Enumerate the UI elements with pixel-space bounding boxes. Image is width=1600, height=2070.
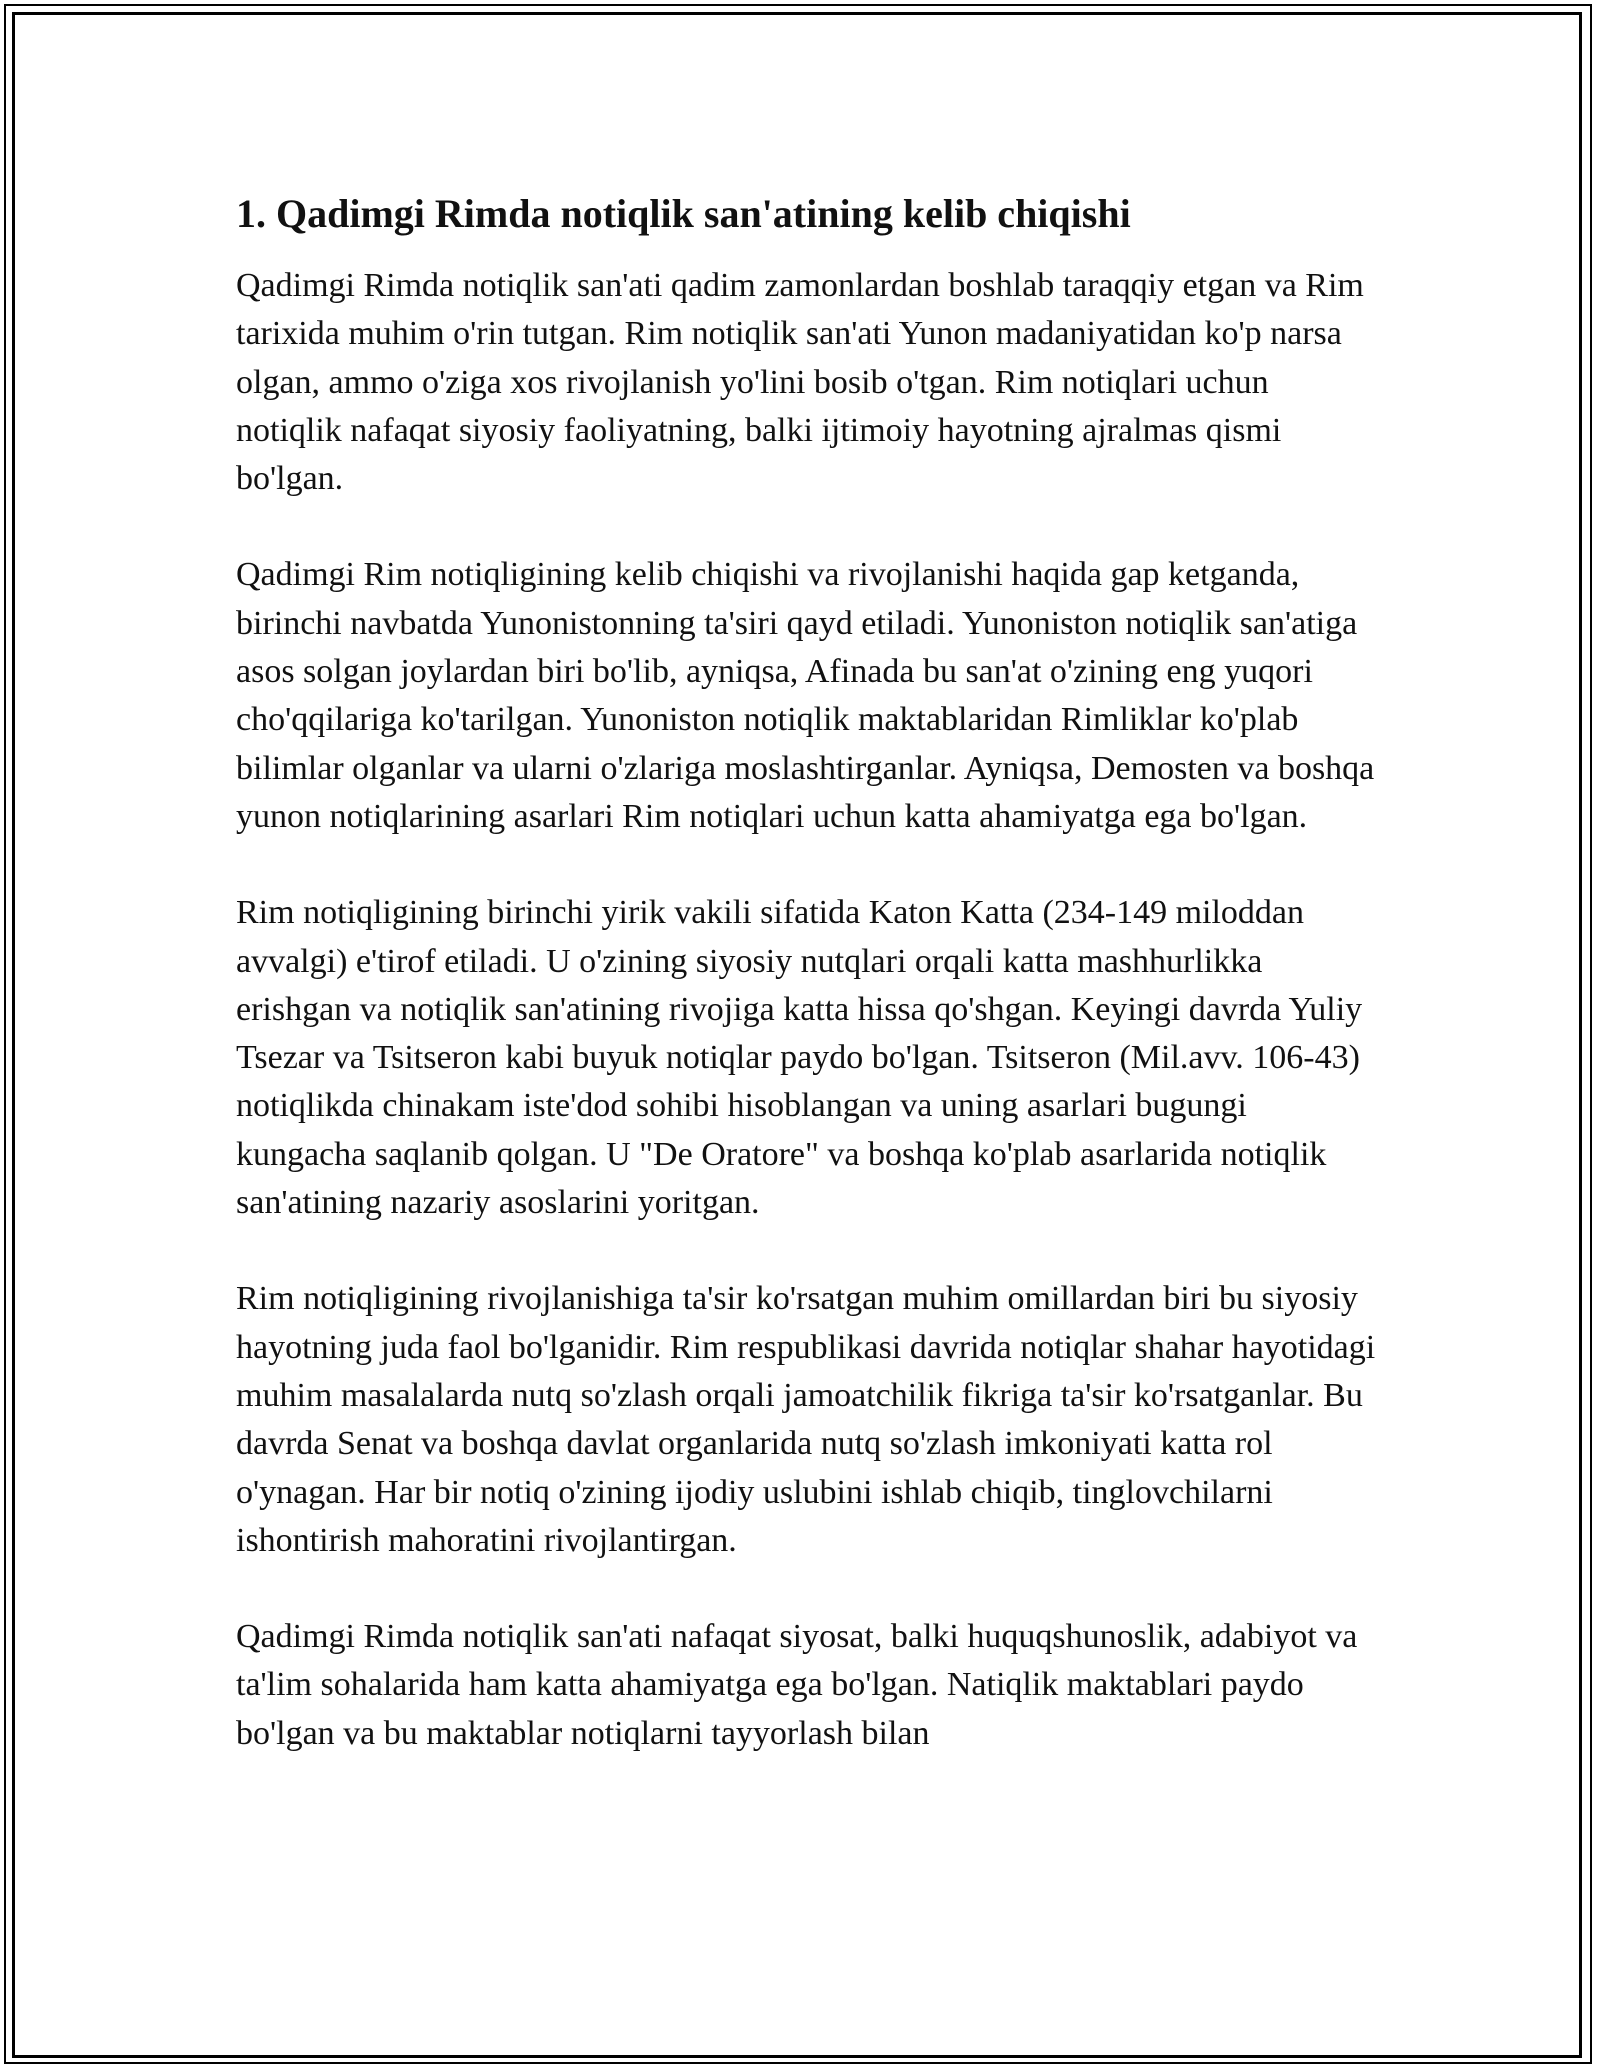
paragraph-3: Rim notiqligining birinchi yirik vakili sifatida Katon Katta (234-149 miloddan avvalgi) e'tirof etiladi. U o'zining siyosiy nutqlari orqali katta mashhurlikka erishgan va notiqlik san'atining rivojiga katta hissa qo'shgan. Keyingi davrda Yuliy Tsezar va Tsitseron kabi buyuk notiqlar paydo bo'lgan. Tsitseron (Mil.avv. 106-43) notiqlikda chinakam iste'dod sohibi hisoblangan va uning asarlari bugungi kungacha saqlanib qolgan. U "De Oratore" va boshqa ko'plab asarlarida notiqlik san'atining nazariy asoslarini yoritgan. — [236, 894, 1363, 1222]
document-body — [236, 186, 1376, 1806]
paragraph-1: Qadimgi Rimda notiqlik san'ati qadim zamonlardan boshlab taraqqiy etgan va Rim tarixida muhim o'rin tutgan. Rim notiqlik san'ati Yunon madaniyatidan ko'p narsa olgan, ammo o'ziga xos rivojlanish yo'lini bosib o'tgan. Rim notiqlari uchun notiqlik nafaqat siyosiy faoliyatning, balki ijtimoiy hayotning ajralmas qismi bo'lgan. — [236, 267, 1364, 498]
paragraph-5: Qadimgi Rimda notiqlik san'ati nafaqat siyosat, balki huquqshunoslik, adabiyot va ta'lim sohalarida ham katta ahamiyatga ega bo'lgan. Natiqlik maktablari paydo bo'lgan va bu maktablar notiqlarni tayyorlash bilan — [236, 1618, 1358, 1752]
paragraph-4: Rim notiqligining rivojlanishiga ta'sir ko'rsatgan muhim omillardan biri bu siyosiy hayotning juda faol bo'lganidir. Rim respublikasi davrida notiqlar shahar hayotidagi muhim masalalarda nutq so'zlash orqali jamoatchilik fikriga ta'sir ko'rsatganlar. Bu davrda Senat va boshqa davlat organlarida nutq so'zlash imkoniyati katta rol o'ynagan. Har bir notiq o'zining ijodiy uslubini ishlab chiqib, tinglovchilarni ishontirish mahoratini rivojlantirgan. — [236, 1280, 1376, 1559]
section-heading: 1. Qadimgi Rimda notiqlik san'atining kelib chiqishi — [236, 191, 1131, 236]
paragraph-2: Qadimgi Rim notiqligining kelib chiqishi va rivojlanishi haqida gap ketganda, birinchi navbatda Yunonistonning ta'siri qayd etiladi. Yunoniston notiqlik san'atiga asos solgan joylardan biri bo'lib, ayniqsa, Afinada bu san'at o'zining eng yuqori cho'qqilariga ko'tarilgan. Yunoniston notiqlik maktablaridan Rimliklar ko'plab bilimlar olganlar va ularni o'zlariga moslashtirganlar. Ayniqsa, Demosten va boshqa yunon notiqlarining asarlari Rim notiqlari uchun katta ahamiyatga ega bo'lgan. — [236, 556, 1375, 835]
